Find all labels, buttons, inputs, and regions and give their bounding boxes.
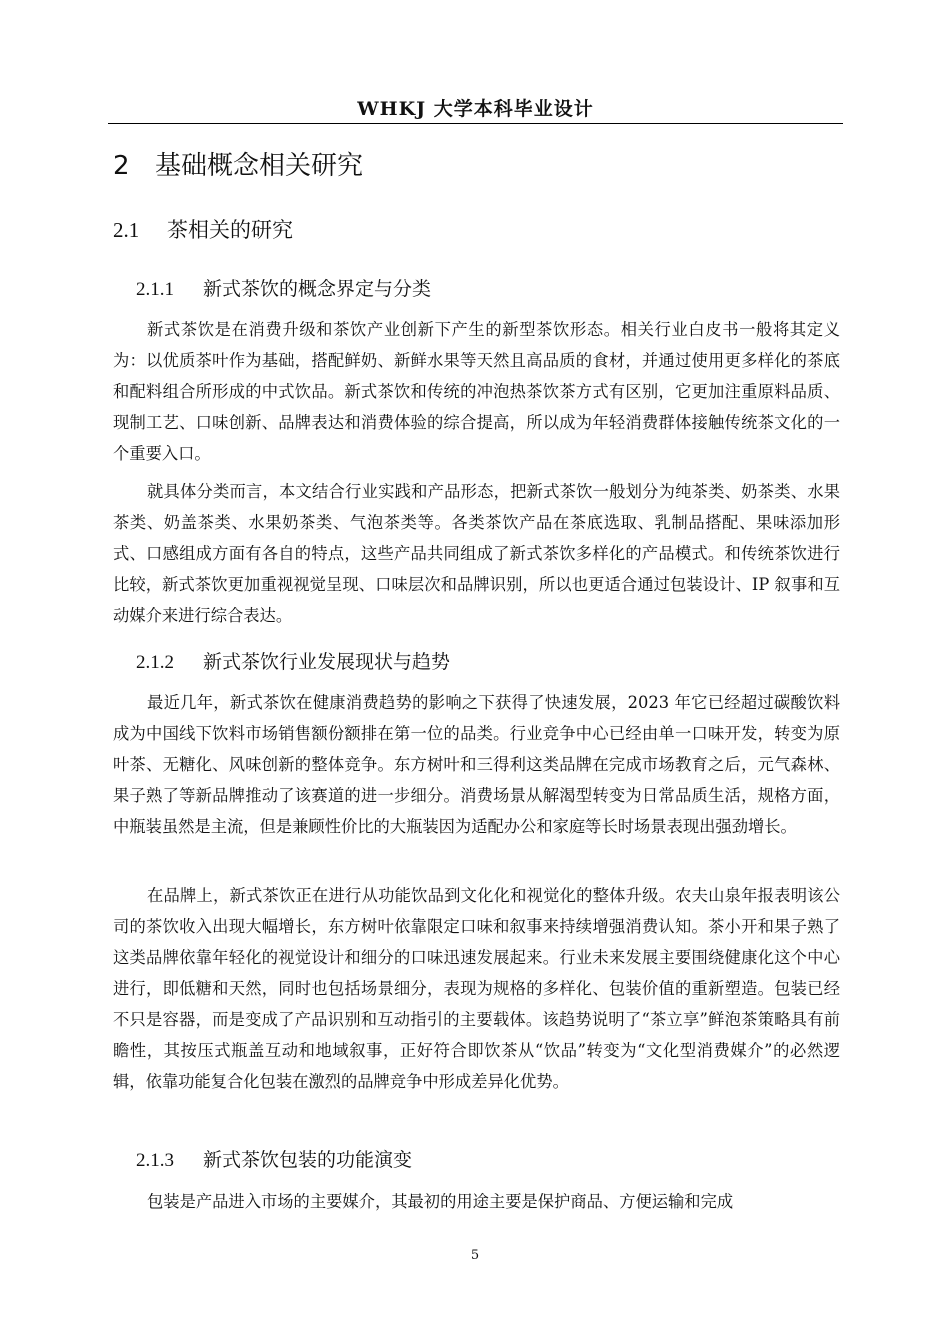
section-heading — [113, 214, 293, 244]
subsection-title: 新式茶饮包装的功能演变 — [203, 1149, 413, 1171]
section-title: 茶相关的研究 — [167, 218, 293, 242]
subsection-heading-2-1-3 — [136, 1145, 412, 1172]
section-number: 2.1 — [113, 218, 140, 242]
subsection-title: 新式茶饮的概念界定与分类 — [203, 278, 432, 300]
subsection-number: 2.1.3 — [136, 1150, 174, 1171]
paragraph: 最近几年，新式茶饮在健康消费趋势的影响之下获得了快速发展，2023 年它已经超过碳酸饮料成为中国线下饮料市场销售额份额排在第一位的品类。行业竞争中心已经由单一口味开发，转变为原叶茶、无糖化、风味创新的整体竞争。东方树叶和三得利这类品牌在完成市场教育之后，元气森林、果子熟了等新品牌推动了该赛道的进一步细分。消费场景从解渴型转变为日常品质生活，规格方面，中瓶装虽然是主流，但是兼顾性价比的大瓶装因为适配办公和家庭等长时场景表现出强劲增长。 — [113, 693, 840, 836]
subsection-number: 2.1.2 — [136, 652, 174, 673]
subsection-title: 新式茶饮行业发展现状与趋势 — [203, 651, 451, 673]
chapter-number: 2 — [113, 151, 130, 181]
chapter-heading — [113, 145, 363, 182]
subsection-number: 2.1.1 — [136, 279, 174, 300]
header-divider — [108, 123, 843, 124]
paragraph: 在品牌上，新式茶饮正在进行从功能饮品到文化化和视觉化的整体升级。农夫山泉年报表明该公司的茶饮收入出现大幅增长，东方树叶依靠限定口味和叙事来持续增强消费认知。茶小开和果子熟了这类品牌依靠年轻化的视觉设计和细分的口味迅速发展起来。行业未来发展主要围绕健康化这个中心进行，即低糖和天然，同时也包括场景细分，表现为规格的多样化、包装价值的重新塑造。包装已经不只是容器，而是变成了产品识别和互动指引的主要载体。该趋势说明了“茶立享”鲜泡茶策略具有前瞻性，其按压式瓶盖互动和地域叙事，正好符合即饮茶从“饮品”转变为“文化型消费媒介”的必然逻辑，依靠功能复合化包装在激烈的品牌竞争中形成差异化优势。 — [113, 886, 840, 1091]
paragraph: 新式茶饮是在消费升级和茶饮产业创新下产生的新型茶饮形态。相关行业白皮书一般将其定义为：以优质茶叶作为基础，搭配鲜奶、新鲜水果等天然且高品质的食材，并通过使用更多样化的茶底和配料组合所形成的中式饮品。新式茶饮和传统的冲泡热茶饮茶方式有区别，它更加注重原料品质、现制工艺、口味创新、品牌表达和消费体验的综合提高，所以成为年轻消费群体接触传统茶文化的一个重要入口。 — [113, 320, 840, 463]
paragraph: 就具体分类而言，本文结合行业实践和产品形态，把新式茶饮一般划分为纯茶类、奶茶类、水果茶类、奶盖茶类、水果奶茶类、气泡茶类等。各类茶饮产品在茶底选取、乳制品搭配、果味添加形式、口感组成方面有各自的特点，这些产品共同组成了新式茶饮多样化的产品模式。和传统茶饮进行比较，新式茶饮更加重视视觉呈现、口味层次和品牌识别，所以也更适合通过包装设计、IP 叙事和互动媒介来进行综合表达。 — [113, 482, 840, 625]
chapter-title: 基础概念相关研究 — [155, 151, 364, 181]
subsection-heading-2-1-1 — [136, 274, 431, 301]
subsection-heading-2-1-2 — [136, 647, 450, 674]
paragraph: 包装是产品进入市场的主要媒介，其最初的用途主要是保护商品、方便运输和完成 — [147, 1192, 734, 1211]
page-number: 5 — [470, 1248, 480, 1263]
running-header: WHKJ 大学本科毕业设计 — [357, 98, 594, 120]
